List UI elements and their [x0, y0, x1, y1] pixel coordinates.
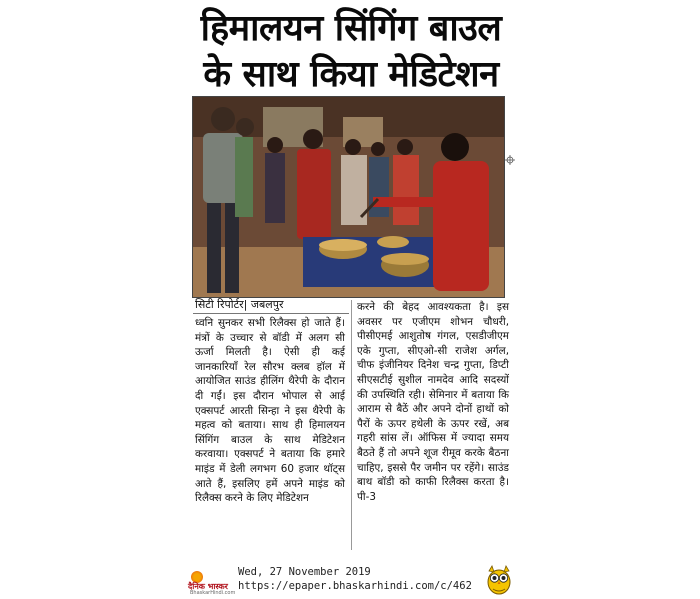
bhaskar-sun-logo-icon[interactable] — [188, 569, 242, 595]
headline — [186, 6, 516, 98]
article-column-2 — [357, 300, 509, 504]
article-text-2: करने की बेहद आवश्यकता है। इस अवसर पर एजीएम शोभन चौधरी, पीसीएमई आशुतोष गंगल, एसडीजीएम एके गुप्ता, सीएओ-सी राजेश अर्गल, चीफ इंजीनियर दिनेश चन्द्र गुप्ता, डिप्टी सीएसटीई सुशील नामदेव आदि सदस्यों की उपस्थिति रही। सेमिनार में बताया कि आराम से बैठें और अपने दोनों हाथों को पैरों के ऊपर हथेली के ऊपर रखें, अब गहरी सांस लें। ऑफिस में ज्यादा समय बैठते हैं तो अपने शूज रीमूव करके बैठना चाहिए, इससे पैर जमीन पर रहेंगे। साउंड बाथ बॉडी को काफी रिलैक्स करता है।पी-3 — [357, 301, 509, 503]
byline: सिटी रिपोर्टर| जबलपुर — [195, 298, 284, 311]
logo-subtext: BhaskarHindi.com — [190, 590, 236, 596]
article-text-1: ध्वनि सुनकर सभी रिलैक्स हो जाते हैं। मंत्रों के उच्चार से बॉडी में अलग सी ऊर्जा मिलती है। ऐसी ही कई जानकारियाँ रेल सौरभ क्लब हॉल में आयोजित साउंड हीलिंग थैरेपी के दौरान दी गईं। इस दौरान भोपाल से आई एक्सपर्ट आरती सिन्हा ने इस थैरेपी के महत्व को बताया। साथ ही हिमालयन सिंगिंग बाउल के साथ मेडिटेशन करवाया। एक्सपर्ट ने बताया कि हमारे माइंड में डेली लगभग 60 हजार थॉट्स आते हैं, इसलिए हमें अपने माइंड को रिलैक्स करने के लिए मेडिटेशन — [195, 317, 345, 505]
epaper-footer — [186, 565, 514, 597]
byline-rule — [193, 313, 349, 314]
owl-mascot-icon — [486, 565, 512, 595]
meditation-scene-image — [193, 97, 504, 297]
crosshair-icon — [505, 150, 515, 160]
logo-text: दैनिक भास्कर — [188, 582, 228, 591]
headline-line-1: हिमालयन सिंगिंग बाउल — [200, 8, 502, 49]
epaper-url[interactable]: https://epaper.bhaskarhindi.com/c/462 — [238, 580, 472, 592]
headline-line-2: के साथ किया मेडिटेशन — [203, 54, 499, 95]
publish-date: Wed, 27 November 2019 — [238, 566, 371, 578]
news-photo — [192, 96, 505, 298]
article-column-1 — [195, 316, 345, 506]
column-divider — [351, 300, 352, 550]
